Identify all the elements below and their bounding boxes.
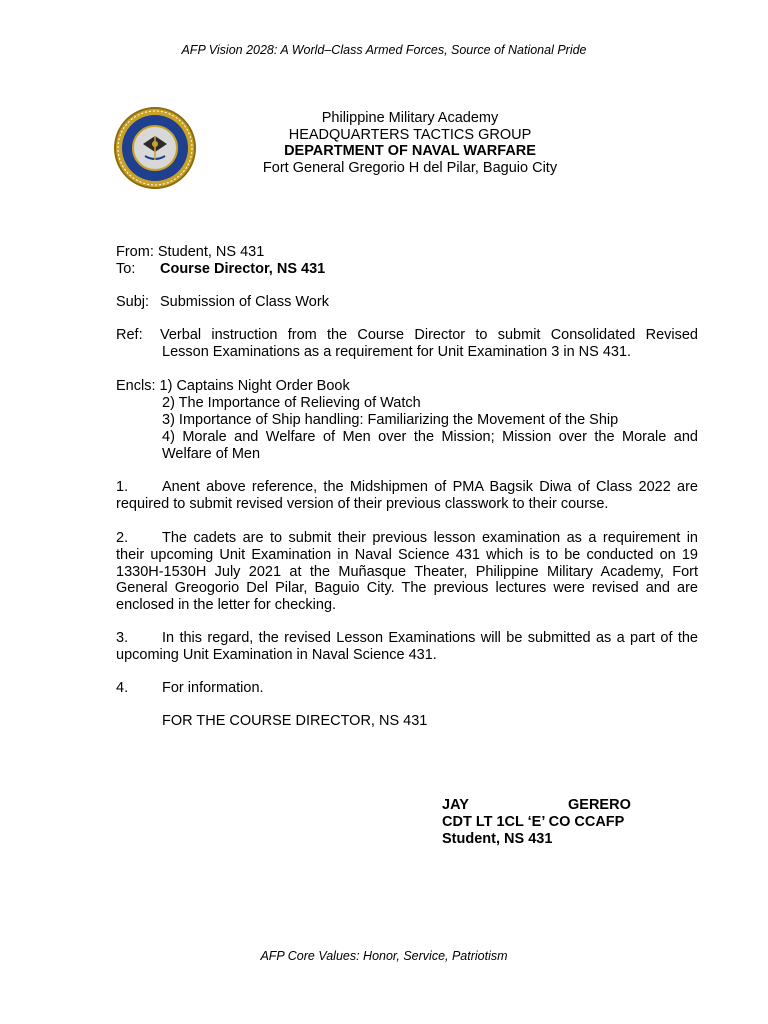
group-name: HEADQUARTERS TACTICS GROUP (288, 127, 532, 143)
paragraph-number: 3. (116, 630, 129, 646)
to-label: To: (116, 261, 136, 277)
enclosure-item: 2) The Importance of Relieving of Watch (162, 395, 421, 411)
reference-text-2: Lesson Examinations as a requirement for Unit Examination 3 in NS 431. (162, 344, 632, 360)
paragraph-4 (116, 680, 698, 697)
enclosure-item: 1) Captains Night Order Book (159, 378, 350, 394)
reference-label: Ref: (116, 327, 143, 343)
paragraph-number: 2. (116, 530, 129, 546)
paragraph-3 (116, 630, 698, 664)
department-seal (113, 106, 197, 190)
paragraph-1 (116, 479, 698, 513)
closing-line: FOR THE COURSE DIRECTOR, NS 431 (162, 713, 428, 729)
paragraph-text: In this regard, the revised Lesson Examinations will be submitted as a part of the upcoming Unit Examination in Naval Science 431. (116, 630, 698, 663)
enclosures-line (116, 378, 350, 395)
seal-emblem-icon (113, 106, 197, 190)
reference-text-1: Verbal instruction from the Course Director to submit Consolidated Revised (160, 327, 698, 343)
from-line (116, 244, 264, 261)
enclosures-label: Encls: (116, 378, 156, 394)
vision-statement: AFP Vision 2028: A World–Class Armed Forces, Source of National Pride (181, 43, 587, 57)
to-line (116, 261, 325, 278)
core-values-footer: AFP Core Values: Honor, Service, Patriotism (260, 949, 508, 963)
institution-name: Philippine Military Academy (321, 110, 499, 126)
paragraph-text: Anent above reference, the Midshipmen of PMA Bagsik Diwa of Class 2022 are required to submit revised version of their previous classwork to their course. (116, 479, 698, 512)
paragraph-2 (116, 530, 698, 614)
paragraph-number: 1. (116, 479, 129, 495)
subject-line (116, 294, 329, 311)
signature-position: Student, NS 431 (442, 831, 553, 847)
signature-last-name: GERERO (568, 797, 631, 813)
subject-value: Submission of Class Work (160, 294, 329, 310)
signature-name (442, 797, 631, 814)
signature-first-name: JAY (442, 797, 469, 813)
enclosure-item: 4) Morale and Welfare of Men over the Mission; Mission over the Morale and Welfare of Men (162, 429, 698, 462)
paragraph-text: For information. (162, 680, 264, 696)
from-value: Student, NS 431 (157, 244, 265, 260)
department-name: DEPARTMENT OF NAVAL WARFARE (284, 143, 536, 159)
to-value: Course Director, NS 431 (160, 261, 326, 277)
subject-label: Subj: (116, 294, 150, 310)
signature-rank: CDT LT 1CL ‘E’ CO CCAFP (442, 814, 625, 830)
enclosure-item: 3) Importance of Ship handling: Familiarizing the Movement of the Ship (162, 412, 619, 428)
paragraph-number: 4. (116, 680, 129, 696)
address: Fort General Gregorio H del Pilar, Baguio City (262, 160, 558, 176)
paragraph-text: The cadets are to submit their previous lesson examination as a requirement in their upcoming Unit Examination in Naval Science 431 which is to be conducted on 19 1330H-1530H July 2021 at the Muñasque Theater, Philippine Military Academy, Fort General Greogorio Del Pilar, Baguio City. The previous lectures were revised and are enclosed in the letter for checking. (116, 530, 698, 614)
reference-line-1 (116, 327, 698, 344)
from-label: From: (116, 244, 154, 260)
